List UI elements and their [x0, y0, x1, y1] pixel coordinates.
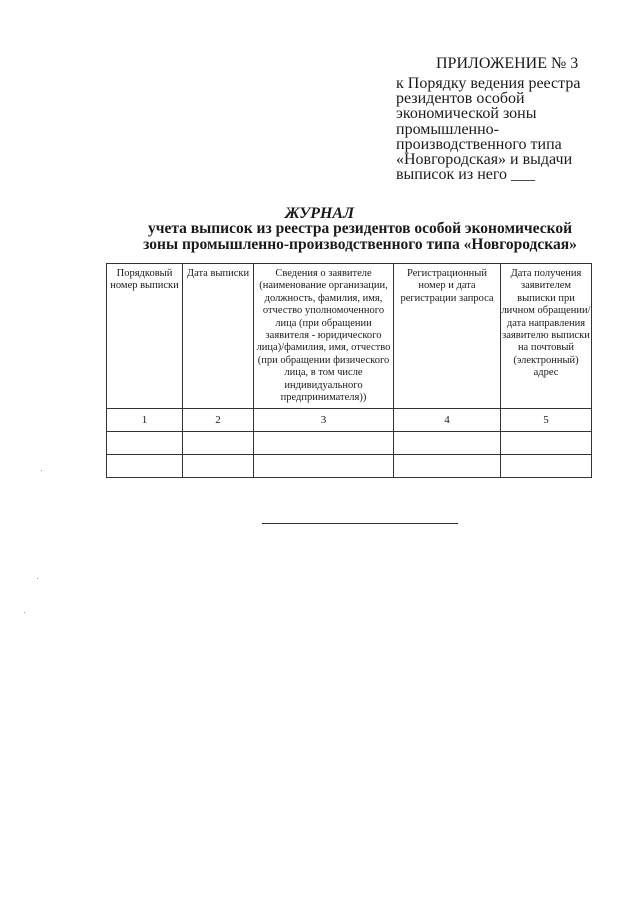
empty-cell [254, 432, 394, 455]
empty-cell [254, 455, 394, 478]
appendix-line: «Новгородская» и выдачи [396, 151, 573, 169]
column-number: 1 [107, 409, 183, 432]
scan-speck [41, 470, 42, 471]
table-column-numbers-row [107, 409, 592, 432]
table-row [107, 455, 592, 478]
appendix-reference [396, 76, 596, 182]
scan-speck [37, 578, 38, 579]
table-row [107, 432, 592, 455]
header-cell-extract-date: Дата выписки [183, 264, 254, 409]
column-number: 5 [501, 409, 592, 432]
empty-cell [394, 432, 501, 455]
appendix-line: экономической зоны [396, 105, 537, 123]
appendix-line: резидентов особой [396, 90, 525, 108]
appendix-title: ПРИЛОЖЕНИЕ № 3 [436, 55, 579, 72]
journal-subtitle-line: зоны промышленно-производственного типа «Новгородская» [143, 235, 577, 253]
appendix-line: к Порядку ведения реестра [396, 75, 581, 92]
empty-cell [107, 455, 183, 478]
empty-cell [183, 455, 254, 478]
appendix-line: промышленно- [396, 120, 499, 138]
header-cell-receipt-date: Дата получения заявителем выписки при личном обращении/дата направления заявителю выписки на почтовый (электронный) адрес [501, 264, 592, 409]
header-cell-serial-number: Порядковый номер выписки [107, 264, 183, 409]
table-header-row [107, 264, 592, 409]
empty-cell [107, 432, 183, 455]
journal-subtitle-line: учета выписок из реестра резидентов особой экономической [147, 220, 573, 237]
empty-cell [183, 432, 254, 455]
journal-table [106, 263, 592, 478]
empty-cell [501, 432, 592, 455]
header-cell-applicant-info: Сведения о заявителе (наименование организации, должность, фамилия, имя, отчество уполномоченного лица (при обращении заявителя - юридического лица)/фамилия, имя, отчество (при обращении физического лица, в том числе индивидуального предпринимателя)) [254, 264, 394, 409]
column-number: 2 [183, 409, 254, 432]
journal-title: ЖУРНАЛ [284, 205, 355, 222]
appendix-line: производственного типа [396, 135, 562, 153]
empty-cell [501, 455, 592, 478]
column-number: 4 [394, 409, 501, 432]
end-divider-line [262, 523, 458, 524]
empty-cell [394, 455, 501, 478]
header-cell-registration-number: Регистрационный номер и дата регистрации запроса [394, 264, 501, 409]
appendix-line: выписок из него ___ [396, 166, 536, 184]
column-number: 3 [254, 409, 394, 432]
scan-speck [24, 612, 25, 613]
journal-subtitle [100, 221, 620, 252]
